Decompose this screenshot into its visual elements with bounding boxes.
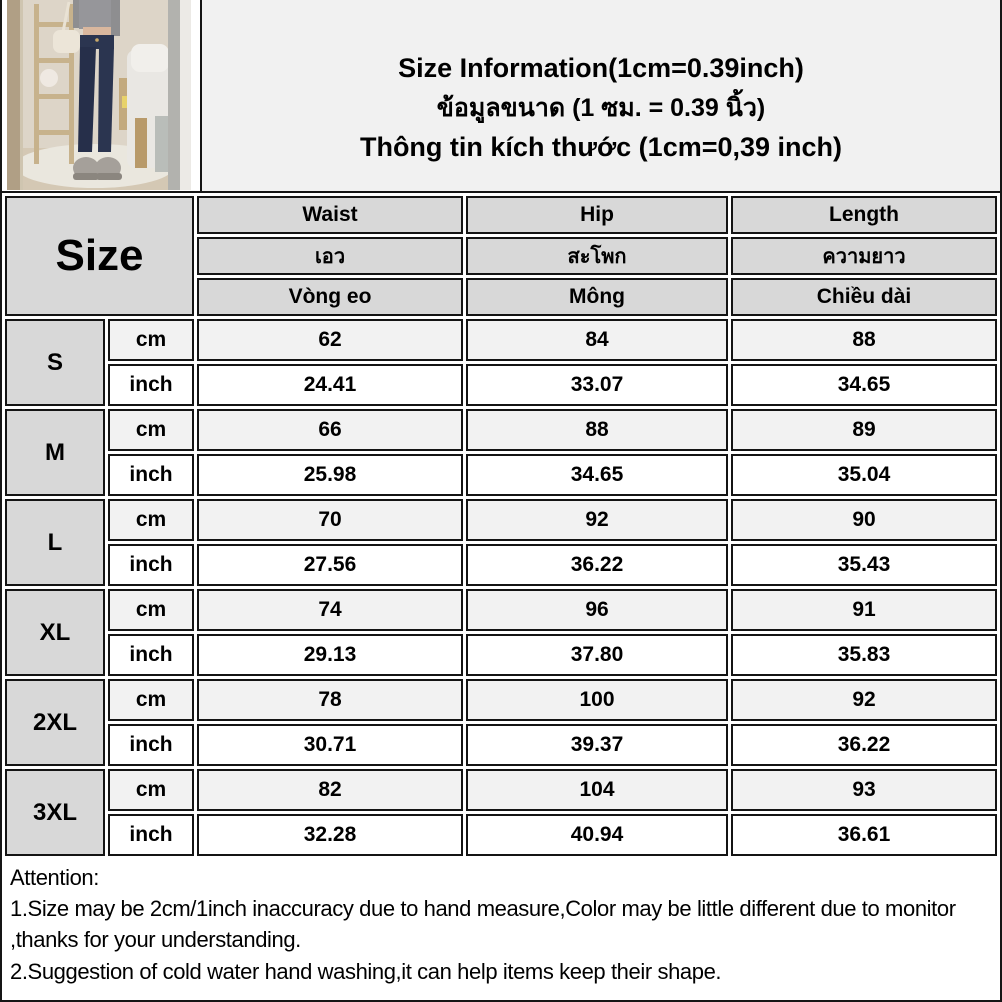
- value-cell: 25.98: [197, 454, 463, 496]
- value-cell: 29.13: [197, 634, 463, 676]
- value-cell: 66: [197, 409, 463, 451]
- col-header-waist-vi: Vòng eo: [197, 278, 463, 316]
- table-row: [5, 814, 997, 856]
- col-header-hip: Hip: [466, 196, 728, 234]
- value-cell: 104: [466, 769, 728, 811]
- col-header-waist-th: เอว: [197, 237, 463, 275]
- unit-cell: inch: [108, 634, 194, 676]
- table-row: [5, 769, 997, 811]
- table-row: [5, 319, 997, 361]
- value-cell: 92: [731, 679, 997, 721]
- title-thai: ข้อมูลขนาด (1 ซม. = 0.39 นิ้ว): [436, 93, 766, 122]
- unit-cell: inch: [108, 544, 194, 586]
- value-cell: 36.22: [731, 724, 997, 766]
- table-row: [5, 724, 997, 766]
- table-row: [5, 634, 997, 676]
- value-cell: 88: [466, 409, 728, 451]
- value-cell: 93: [731, 769, 997, 811]
- value-cell: 37.80: [466, 634, 728, 676]
- attention-line-1: 1.Size may be 2cm/1inch inaccuracy due to hand measure,Color may be little different due to monitor: [10, 896, 956, 922]
- value-cell: 30.71: [197, 724, 463, 766]
- unit-cell: cm: [108, 319, 194, 361]
- col-header-waist: Waist: [197, 196, 463, 234]
- value-cell: 62: [197, 319, 463, 361]
- value-cell: 100: [466, 679, 728, 721]
- col-header-hip-vi: Mông: [466, 278, 728, 316]
- size-cell-l: L: [5, 499, 105, 586]
- table-row: [5, 679, 997, 721]
- value-cell: 74: [197, 589, 463, 631]
- unit-cell: cm: [108, 769, 194, 811]
- size-cell-2xl: 2XL: [5, 679, 105, 766]
- product-photo: [2, 0, 202, 191]
- unit-cell: cm: [108, 679, 194, 721]
- value-cell: 35.04: [731, 454, 997, 496]
- value-cell: 78: [197, 679, 463, 721]
- value-cell: 70: [197, 499, 463, 541]
- value-cell: 91: [731, 589, 997, 631]
- value-cell: 36.61: [731, 814, 997, 856]
- value-cell: 34.65: [466, 454, 728, 496]
- size-cell-xl: XL: [5, 589, 105, 676]
- col-header-length: Length: [731, 196, 997, 234]
- value-cell: 34.65: [731, 364, 997, 406]
- table-row: [5, 499, 997, 541]
- value-cell: 27.56: [197, 544, 463, 586]
- table-row: [5, 364, 997, 406]
- unit-cell: cm: [108, 499, 194, 541]
- unit-cell: inch: [108, 454, 194, 496]
- col-header-hip-th: สะโพก: [466, 237, 728, 275]
- header-row-english: [5, 196, 997, 234]
- table-row: [5, 589, 997, 631]
- unit-cell: inch: [108, 724, 194, 766]
- top-section: [2, 0, 1000, 193]
- value-cell: 40.94: [466, 814, 728, 856]
- col-header-length-vi: Chiều dài: [731, 278, 997, 316]
- value-cell: 90: [731, 499, 997, 541]
- title-english: Size Information(1cm=0.39inch): [398, 52, 804, 83]
- value-cell: 92: [466, 499, 728, 541]
- value-cell: 33.07: [466, 364, 728, 406]
- photo-door-frame: [7, 0, 22, 190]
- unit-cell: inch: [108, 364, 194, 406]
- product-photo-illustration: [7, 0, 191, 190]
- photo-mirror-frame: [168, 0, 180, 190]
- value-cell: 32.28: [197, 814, 463, 856]
- value-cell: 24.41: [197, 364, 463, 406]
- value-cell: 89: [731, 409, 997, 451]
- size-cell-s: S: [5, 319, 105, 406]
- table-row: [5, 454, 997, 496]
- value-cell: 88: [731, 319, 997, 361]
- title-block: [202, 0, 1000, 191]
- value-cell: 39.37: [466, 724, 728, 766]
- table-row: [5, 409, 997, 451]
- value-cell: 35.83: [731, 634, 997, 676]
- size-header-cell: Size: [5, 196, 194, 316]
- unit-cell: inch: [108, 814, 194, 856]
- attention-line-2: ,thanks for your understanding.: [10, 927, 301, 953]
- size-cell-m: M: [5, 409, 105, 496]
- photo-bed: [127, 44, 171, 172]
- value-cell: 35.43: [731, 544, 997, 586]
- value-cell: 36.22: [466, 544, 728, 586]
- size-table: [2, 193, 1000, 859]
- attention-heading: Attention:: [10, 865, 99, 890]
- value-cell: 84: [466, 319, 728, 361]
- value-cell: 96: [466, 589, 728, 631]
- attention-section: [2, 859, 1000, 1000]
- attention-line-3: 2.Suggestion of cold water hand washing,it can help items keep their shape.: [10, 958, 722, 984]
- title-vietnamese: Thông tin kích thước (1cm=0,39 inch): [359, 131, 843, 162]
- size-cell-3xl: 3XL: [5, 769, 105, 856]
- col-header-length-th: ความยาว: [731, 237, 997, 275]
- unit-cell: cm: [108, 589, 194, 631]
- value-cell: 82: [197, 769, 463, 811]
- table-row: [5, 544, 997, 586]
- unit-cell: cm: [108, 409, 194, 451]
